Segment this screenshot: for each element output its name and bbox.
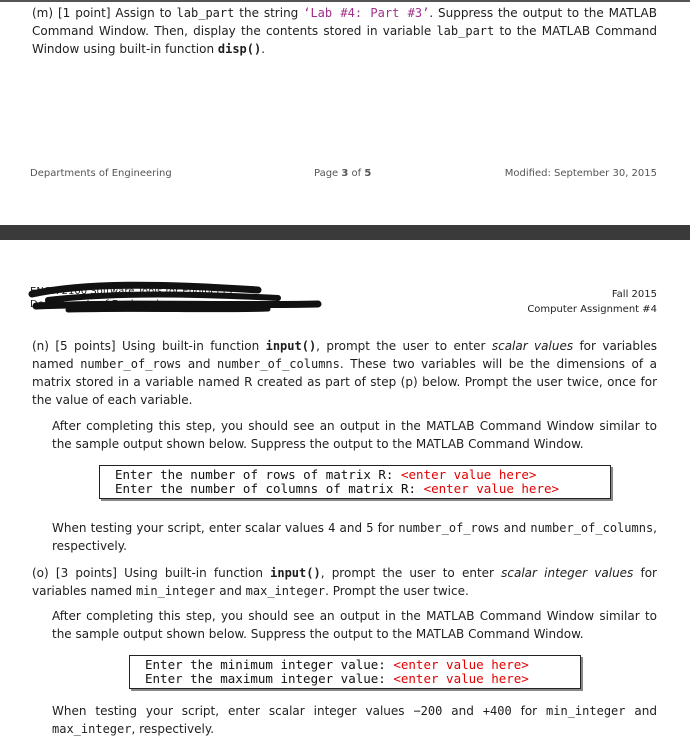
part-n-code-2-value: <enter value here> <box>423 481 560 496</box>
part-n-text-1: Using built-in function <box>115 339 266 353</box>
part-n-test-text-1: When testing your script, enter scalar values <box>52 521 329 535</box>
part-n-points: [5 points] <box>55 339 116 353</box>
part-n-after: After completing this step, you should see an output in the MATLAB Command Window similar to the sample output shown below. Suppress the output to the MATLAB Command Window. <box>52 419 657 451</box>
footer-page-number: 3 <box>341 168 349 179</box>
part-o-after: After completing this step, you should see an output in the MATLAB Command Window similar to the sample output shown below. Suppress the output to the MATLAB Command Window. <box>52 609 657 641</box>
part-o-test-var-1: min_integer <box>546 704 626 718</box>
part-m-var-1: lab_part <box>176 6 235 20</box>
part-n-sample-output <box>99 465 611 499</box>
footer-center <box>314 165 371 183</box>
footer-page-total: 5 <box>364 168 372 179</box>
part-n-code-line-1 <box>115 468 610 482</box>
part-n-var-1: number_of_rows <box>80 357 182 371</box>
part-n-test-text-3: for <box>373 521 399 535</box>
part-o-code-1-value: <enter value here> <box>393 657 529 672</box>
part-o-test-text-4: and <box>625 704 658 718</box>
part-m-string: ‘Lab #4: Part #3’ <box>303 6 430 20</box>
footer-right: Modified: September 30, 2015 <box>504 168 657 179</box>
part-n-emphasis: scalar values <box>491 339 574 353</box>
part-m-var-2: lab_part <box>436 24 495 38</box>
header-right-line2: Computer Assignment #4 <box>527 304 657 315</box>
part-o-test-value-2: +400 <box>482 704 512 718</box>
part-o-test-text-1: When testing your script, enter scalar integer values <box>52 704 414 718</box>
part-o-label: (o) <box>32 566 49 580</box>
part-o-points: [3 points] <box>55 566 117 580</box>
part-m-points: [1 point] <box>57 6 111 20</box>
part-n-test-var-2: number_of_columns <box>530 521 654 535</box>
part-n-test-value-2: 5 <box>366 521 374 535</box>
part-o-test-var-2: max_integer <box>52 722 132 736</box>
redaction-scribble <box>28 280 328 316</box>
part-n-label: (n) <box>32 339 49 353</box>
part-n-code-line-2 <box>115 482 610 496</box>
part-o-var-2: max_integer <box>245 584 326 598</box>
part-n-test-text-2: and <box>335 521 367 535</box>
part-m-func: disp() <box>217 42 262 56</box>
part-o-text-3: for variables named <box>32 566 657 598</box>
part-m-paragraph <box>32 4 657 58</box>
part-n-paragraph <box>32 337 657 409</box>
part-o-text-2: , prompt the user to enter <box>320 566 502 580</box>
part-o-test-paragraph <box>52 702 657 738</box>
part-m-text-4: to the MATLAB Command Window using built-in function <box>32 24 657 56</box>
part-o-text-5: . Prompt the user twice. <box>325 584 469 598</box>
part-o-code-1-text: Enter the minimum integer value: <box>145 657 394 672</box>
part-m-text-1: Assign to <box>110 6 177 20</box>
part-m-label: (m) <box>32 6 54 20</box>
page-break <box>0 225 690 240</box>
header-left-line1: ENGR 2100 Software Tools for Engineers <box>30 286 233 297</box>
part-m-text-5: . <box>261 42 266 56</box>
footer-left: Departments of Engineering <box>30 168 172 179</box>
part-n-text-2: , prompt the user to enter <box>316 339 492 353</box>
part-o-test-value-1: −200 <box>413 704 443 718</box>
footer-page-prefix: Page <box>314 168 342 179</box>
part-o-code-2-value: <enter value here> <box>393 671 529 686</box>
part-o-test-text-3: for <box>511 704 547 718</box>
part-n-test-value-1: 4 <box>328 521 336 535</box>
part-o-text-4: and <box>215 584 246 598</box>
part-o-code-2-text: Enter the maximum integer value: <box>145 671 394 686</box>
part-n-test-paragraph <box>52 519 657 555</box>
part-n-test-text-5: , respectively. <box>52 521 657 553</box>
part-o-test-text-2: and <box>442 704 483 718</box>
header-left-line2: Departments of Engineering <box>30 299 172 310</box>
part-o-test-text-5: , respectively. <box>131 722 215 736</box>
part-n-code-1-value: <enter value here> <box>400 467 537 482</box>
part-n-var-2: number_of_columns <box>217 357 340 371</box>
top-page-edge <box>0 0 690 2</box>
part-o-sample-output <box>129 655 581 689</box>
part-n-text-3: for variables named <box>32 339 658 371</box>
part-n-text-5: . These two variables will be the dimensions of a matrix stored in a variable named R created as part of step (p) below. Prompt the user twice, once for the value of each variable. <box>32 357 657 407</box>
part-n-func: input() <box>265 339 317 353</box>
part-n-code-2-text: Enter the number of columns of matrix R: <box>115 481 424 496</box>
part-o-paragraph <box>32 564 657 600</box>
part-n-text-4: and <box>181 357 218 371</box>
footer-page-of: of <box>348 168 365 179</box>
part-o-code-line-1 <box>145 658 580 672</box>
header-right-line1: Fall 2015 <box>611 289 657 300</box>
part-n-test-text-4: and <box>499 521 531 535</box>
part-o-var-1: min_integer <box>135 584 216 598</box>
part-n-test-var-1: number_of_rows <box>398 521 500 535</box>
part-m-text-2: the string <box>234 6 304 20</box>
part-o-func: input() <box>270 566 321 580</box>
part-m-text-3: . Suppress the output to the MATLAB Command Window. Then, display the contents stored in variable <box>32 6 657 38</box>
part-o-emphasis: scalar integer values <box>501 566 634 580</box>
part-n-code-1-text: Enter the number of rows of matrix R: <box>115 467 401 482</box>
part-o-text-1: Using built-in function <box>116 566 271 580</box>
part-o-code-line-2 <box>145 672 580 686</box>
